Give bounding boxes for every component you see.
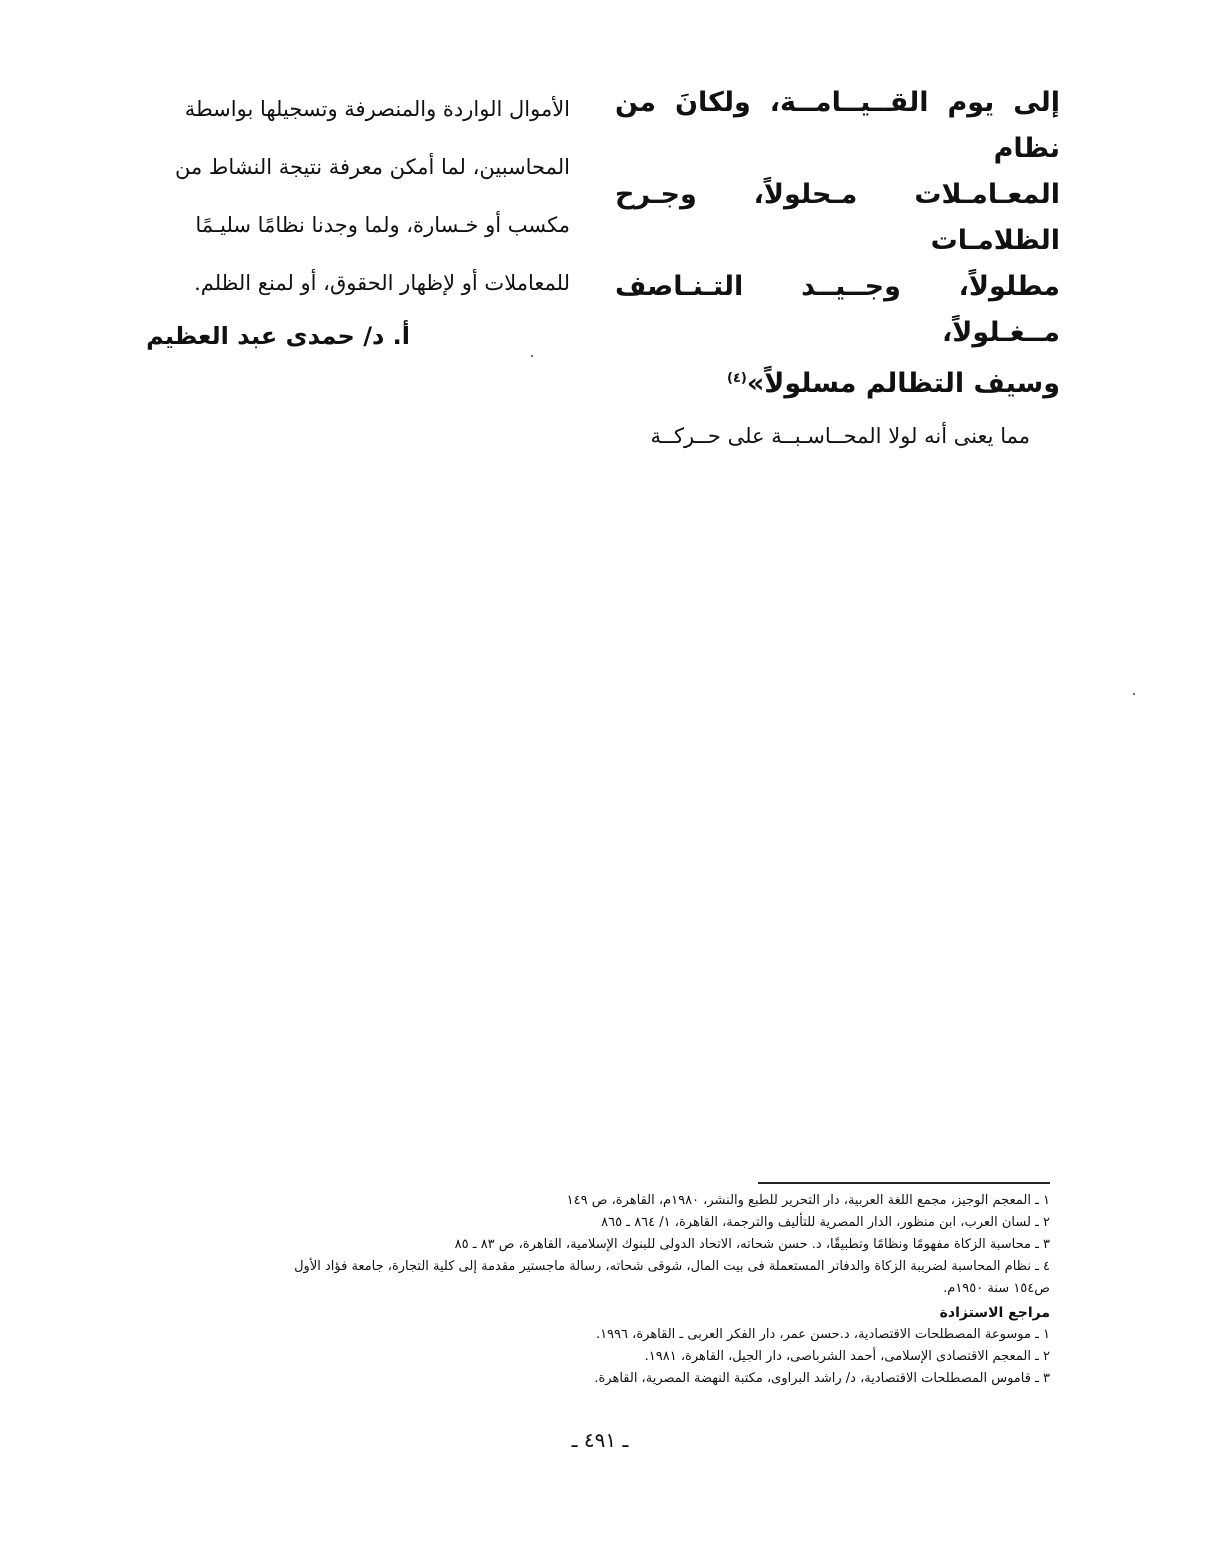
quote-end-text: وسيف التظالم مسلولاً» [746, 368, 1060, 399]
footnote-separator [758, 1182, 1050, 1184]
footnote-1: ١ ـ المعجم الوجيز، مجمع اللغة العربية، دار التحرير للطبع والنشر، ١٩٨٠م، القاهرة، ص ١٤٩ [566, 1193, 1050, 1208]
footnotes-section [140, 1190, 1050, 1390]
bold-line-4 [615, 356, 1060, 407]
left-line-3: مكسب أو خـسارة، ولما وجدنا نظامًا سليـمًا [195, 213, 570, 237]
left-line-4: للمعاملات أو لإظهار الحقوق، أو لمنع الظلم. [194, 271, 570, 295]
page-number: ـ ٤٩١ ـ [571, 1428, 629, 1452]
reference-3: ٣ ـ قاموس المصطلحات الاقتصادية، د/ راشد البراوى، مكتبة النهضة المصرية، القاهرة. [594, 1371, 1050, 1386]
right-column [615, 80, 1060, 465]
left-line-1: الأموال الواردة والمنصرفة وتسجيلها بواسطة [184, 97, 570, 121]
reference-1: ١ ـ موسوعة المصطلحات الاقتصادية، د.حسن عمر، دار الفكر العربى ـ القاهرة، ١٩٩٦. [595, 1327, 1050, 1342]
speck-mark [531, 355, 533, 357]
references-heading: مراجع الاستزادة [939, 1305, 1050, 1321]
left-line-2: المحاسبين، لما أمكن معرفة نتيجة النشاط من [175, 155, 570, 179]
right-normal-line: مما يعنى أنه لولا المحــاسـبــة على حــركــة [650, 424, 1030, 448]
footnote-ref-4: (٤) [726, 371, 747, 386]
bold-line-3: مطلولاً، وجــيــد التـنـاصف مــغـلولاً، [615, 271, 1060, 348]
footnote-2: ٢ ـ لسان العرب، ابن منظور، الدار المصرية للتأليف والترجمة، القاهرة، ١/ ٨٦٤ ـ ٨٦٥ [601, 1215, 1050, 1230]
left-column [140, 80, 570, 312]
footnote-4: ٤ ـ نظام المحاسبة لضريبة الزكاة والدفاتر المستعملة فى بيت المال، شوقى شحاته، رسالة ماجستير مقدمة إلى كلية التجارة، جامعة فؤاد الأول [294, 1259, 1050, 1274]
speck-mark [1133, 693, 1135, 695]
bold-line-2: المعـامـلات مـحلولاً، وجـرح الظلامـات [615, 179, 1060, 256]
author-signature: أ. د/ حمدى عبد العظيم [146, 322, 410, 350]
footnote-4-continued: ص١٥٤ سنة ١٩٥٠م. [943, 1281, 1050, 1296]
footnote-3: ٣ ـ محاسبة الزكاة مفهومًا ونظامًا وتطبيقًا، د. حسن شحاته، الاتحاد الدولى للبنوك الإسلامية، القاهرة، ص ٨٣ ـ ٨٥ [454, 1237, 1050, 1252]
bold-line-1: إلى يوم القــيــامــة، ولكانَ من نظام [615, 87, 1060, 164]
reference-2: ٢ ـ المعجم الاقتصادى الإسلامى، أحمد الشرباصى، دار الجيل، القاهرة، ١٩٨١. [644, 1349, 1050, 1364]
